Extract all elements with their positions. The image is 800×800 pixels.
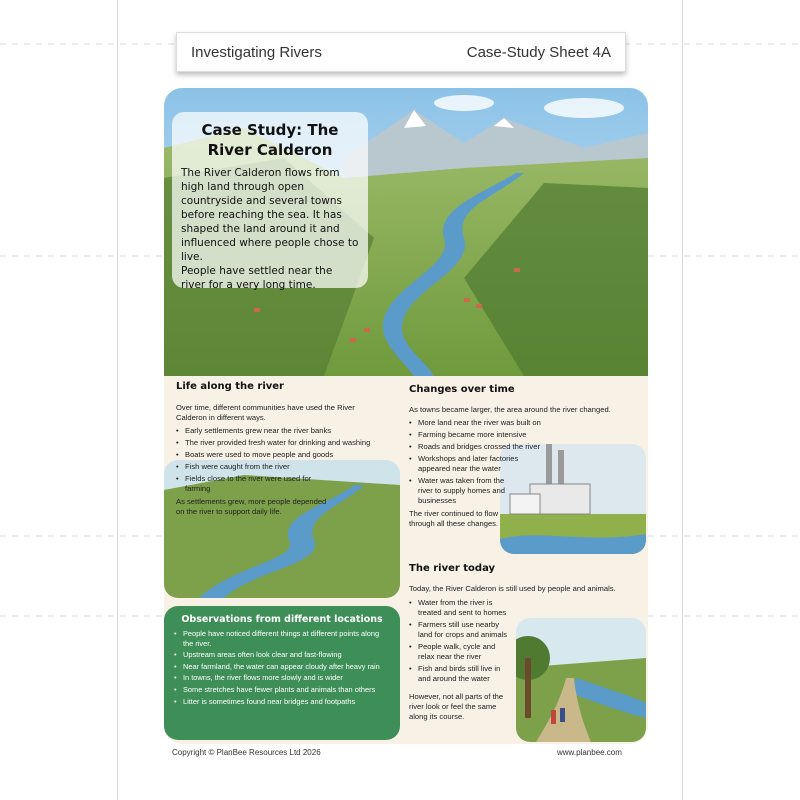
list-item: • Fish were caught from the river [176, 462, 396, 472]
intro-paragraph-2: People have settled near the river for a very long time. [181, 265, 333, 291]
changes-bullets [409, 418, 549, 508]
intro-paragraph: The River Calderon flows from high land through open countryside and several towns before reaching the sea. It has shaped the land around it and influenced where people chose to live. [181, 167, 359, 263]
observations-box [164, 606, 400, 740]
list-item: • People walk, cycle and relax near the river [409, 642, 509, 662]
list-item: • Litter is sometimes found near bridges and footpaths [174, 697, 390, 707]
changes-outro: The river continued to flow through all these changes. [409, 509, 499, 528]
observations-list [174, 629, 390, 706]
riverside-path-illustration [516, 618, 646, 742]
page-title: Case Study: The River Calderon [201, 121, 339, 159]
today-bullets [409, 598, 509, 686]
list-item: • More land near the river was built on [409, 418, 549, 428]
website-link: www.planbee.com [557, 748, 622, 757]
header-bar [176, 32, 626, 72]
life-intro: Over time, different communities have used the River Calderon in different ways. [176, 403, 355, 422]
list-item: • In towns, the river flows more slowly and is wider [174, 673, 390, 683]
sheet-number: Case-Study Sheet 4A [466, 43, 611, 61]
header-title: Investigating Rivers [191, 43, 322, 61]
list-item: • Fields close to the river were used for farming [176, 474, 336, 494]
section-title-changes: Changes over time [409, 384, 515, 395]
list-item: • Workshops and later factories appeared near the water [409, 454, 519, 474]
section-title-life: Life along the river [176, 381, 284, 392]
section-title-today: The river today [409, 563, 496, 574]
list-item: • Fish and birds still live in and around the water [409, 664, 509, 684]
list-item: • Some stretches have fewer plants and animals than others [174, 685, 390, 695]
life-bullets [176, 426, 396, 496]
list-item: • Farming became more intensive [409, 430, 549, 440]
intro-box [172, 112, 368, 291]
today-outro: However, not all parts of the river look or feel the same along its course. [409, 692, 504, 721]
list-item: • Farmers still use nearby land for crops and animals [409, 620, 509, 640]
list-item: • Upstream areas often look clear and fast-flowing [174, 650, 390, 660]
list-item: • People have noticed different things at different points along the river. [174, 629, 390, 648]
today-intro: Today, the River Calderon is still used by people and animals. [409, 584, 616, 593]
list-item: • Water was taken from the river to supply homes and businesses [409, 476, 519, 506]
copyright-text: Copyright © PlanBee Resources Ltd 2026 [172, 748, 321, 757]
life-outro: As settlements grew, more people depended on the river to support daily life. [176, 497, 327, 516]
list-item: • Water from the river is treated and sent to homes [409, 598, 509, 618]
list-item: • Early settlements grew near the river banks [176, 426, 396, 436]
changes-intro: As towns became larger, the area around the river changed. [409, 405, 611, 414]
list-item: • Boats were used to move people and goods [176, 450, 396, 460]
list-item: • Roads and bridges crossed the river [409, 442, 549, 452]
observations-title: Observations from different locations [181, 614, 383, 625]
list-item: • The river provided fresh water for drinking and washing [176, 438, 396, 448]
list-item: • Near farmland, the water can appear cloudy after heavy rain [174, 662, 390, 672]
